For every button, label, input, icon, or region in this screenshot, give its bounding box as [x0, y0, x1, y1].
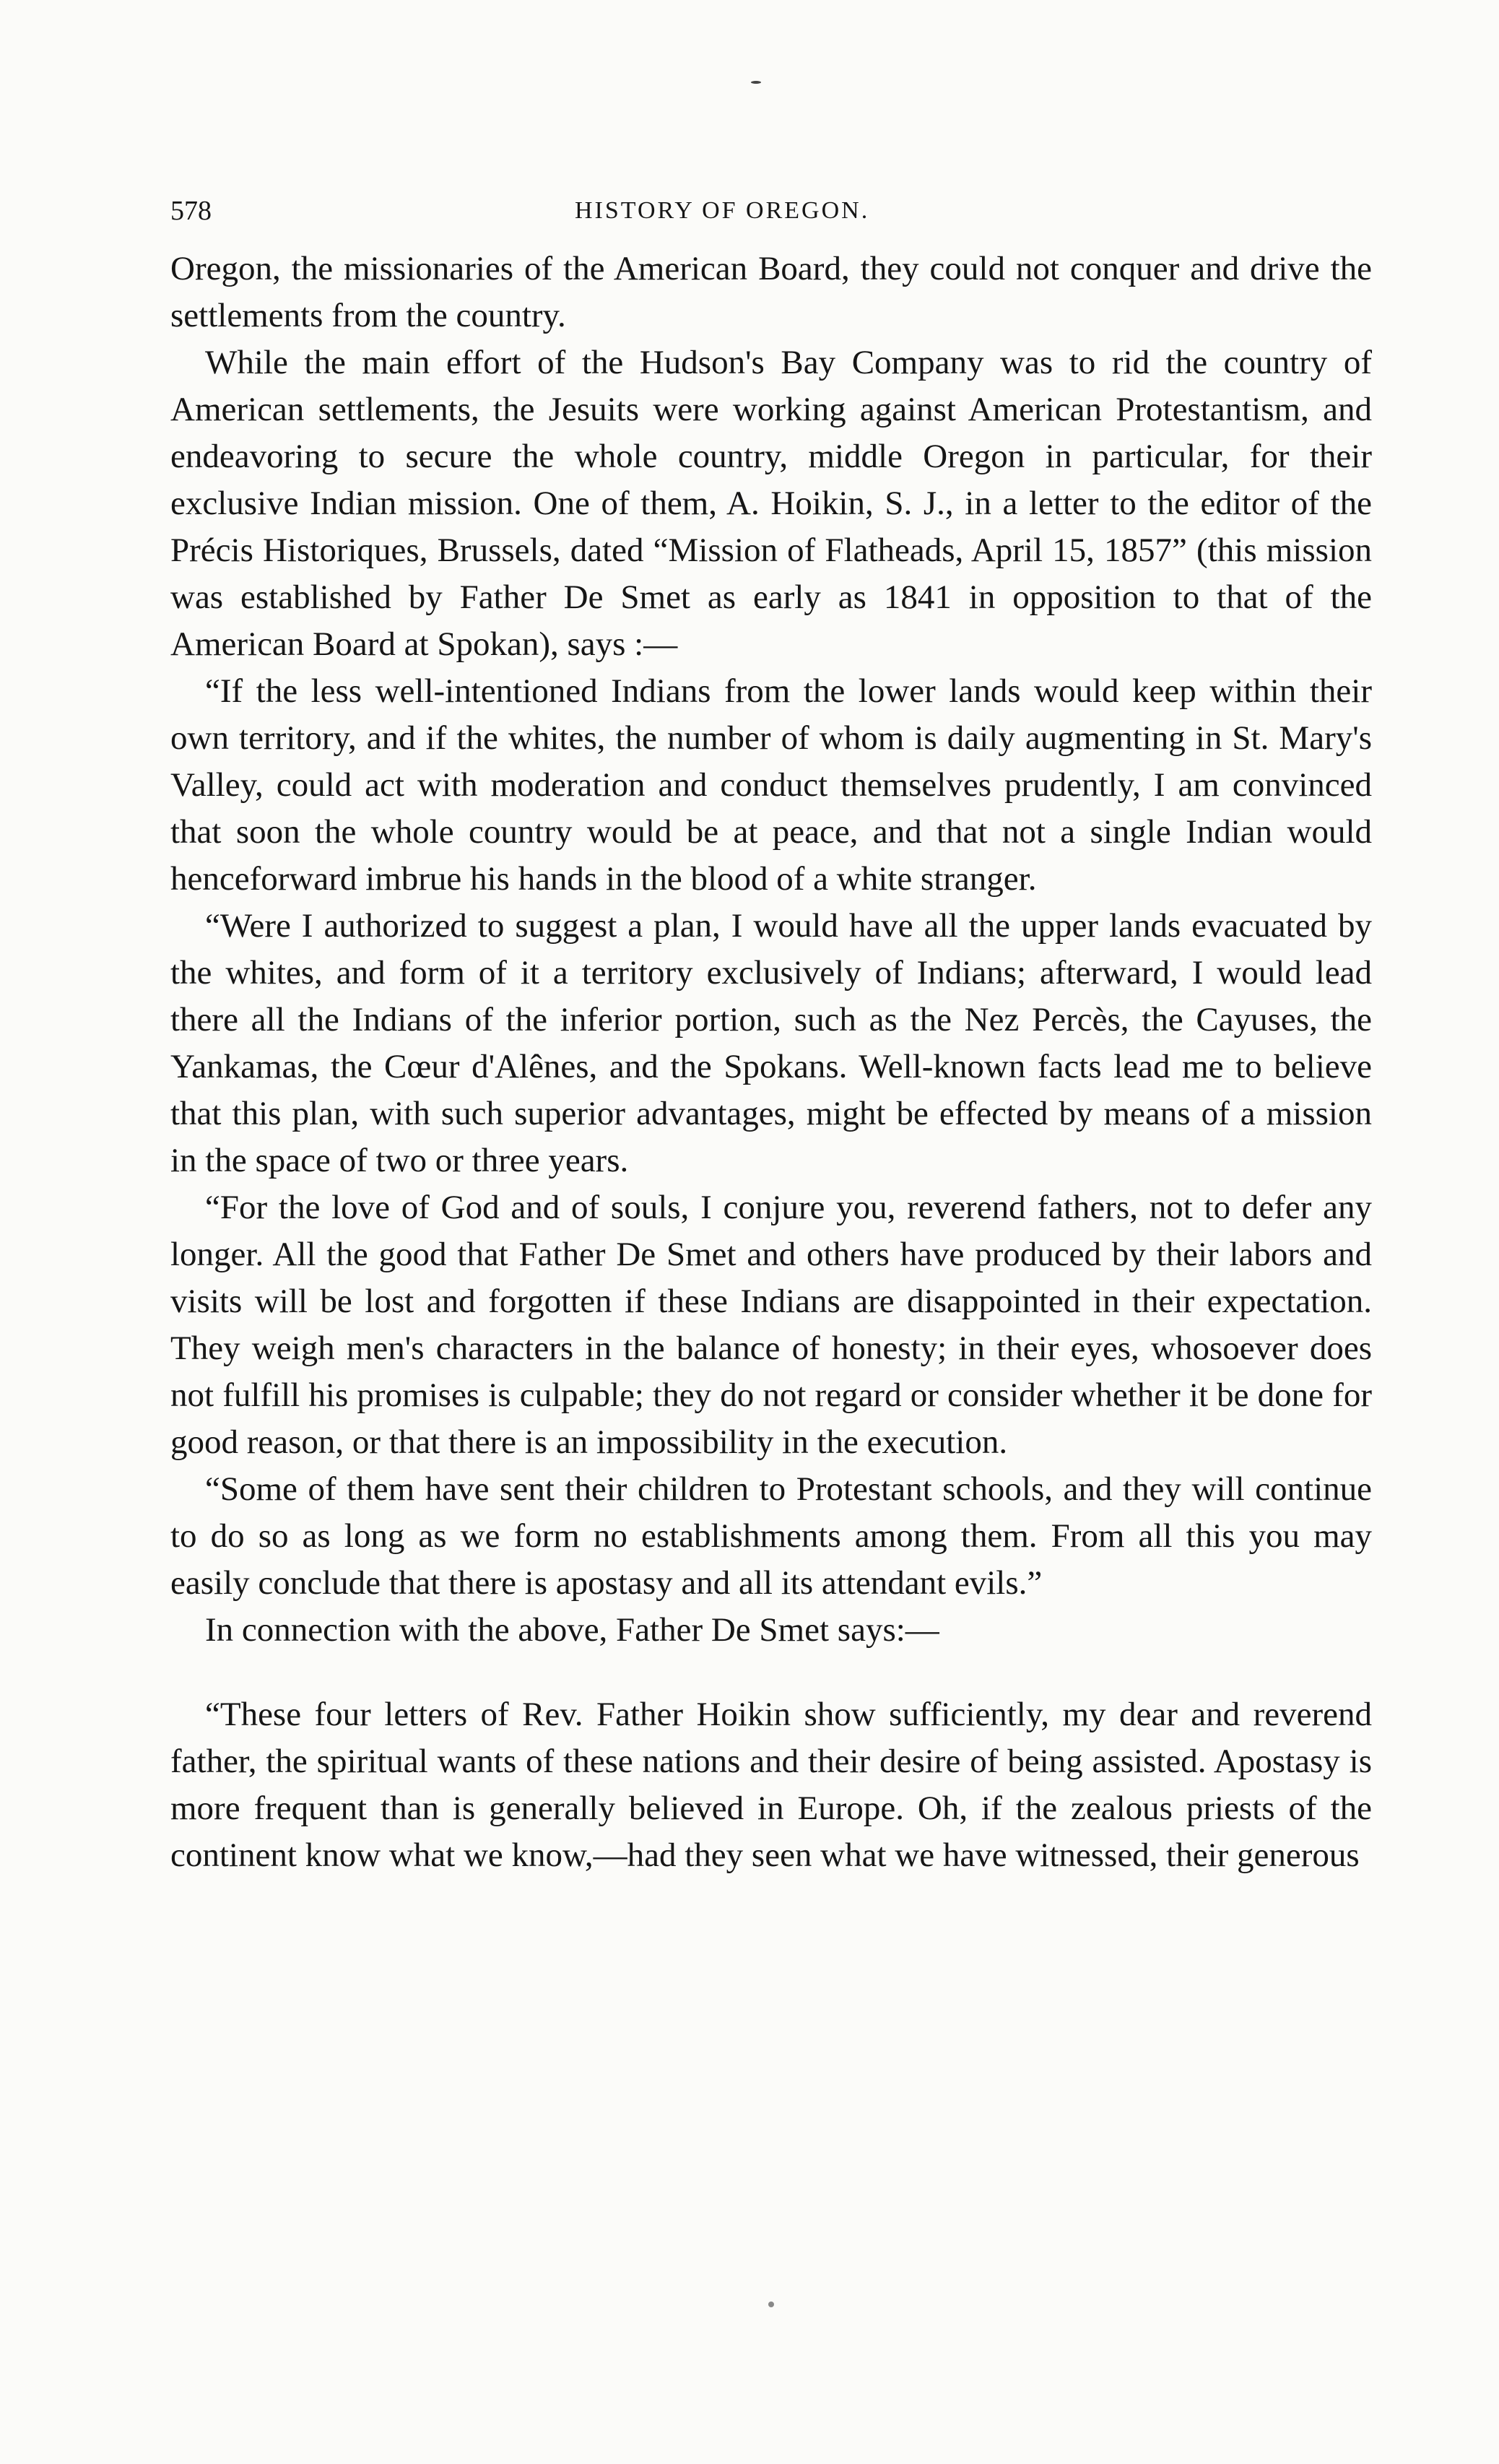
page-header [170, 189, 1372, 233]
scan-speck-top [751, 81, 761, 84]
paragraph-4-quote: “Were I authorized to suggest a plan, I would have all the upper lands evacuated by the whites, and form of it a territory exclusively of Indians; afterward, I would lead there all the Indians of the inferior portion, such as the Nez Percès, the Cayuses, the Yankamas, the Cœur d'Alênes, and the Spokans. Well-known facts lead me to believe that this plan, with such superior advantages, might be effected by means of a mission in the space of two or three years. [170, 907, 1372, 1179]
paragraph-6-quote: “Some of them have sent their children to Protestant schools, and they will continue to do so as long as we form no establishments among them. From all this you may easily conclude that there is apostasy and all its attendant evils.” [170, 1470, 1372, 1602]
paragraph-3-quote: “If the less well-intentioned Indians from the lower lands would keep within their own territory, and if the whites, the number of whom is daily augmenting in St. Mary's Valley, could act with moderation and conduct themselves prudently, I am convinced that soon the whole country would be at peace, and that not a single Indian would henceforward imbrue his hands in the blood of a white stranger. [170, 672, 1372, 898]
scan-speck-bottom [768, 2302, 774, 2307]
paragraph-7: In connection with the above, Father De Smet says:— [205, 1611, 939, 1649]
paragraph-gap [170, 1654, 1372, 1691]
page-number: 578 [170, 196, 212, 226]
paragraph-1: Oregon, the missionaries of the American Board, they could not conquer and drive the settlements from the country. [170, 250, 1372, 334]
paragraph-8-quote: “These four letters of Rev. Father Hoikin show sufficiently, my dear and reverend father, the spiritual wants of these nations and their desire of being assisted. Apostasy is more frequent than is generally believed in Europe. Oh, if the zealous priests of the continent know what we know,—had they seen what we have witnessed, their generous [170, 1696, 1372, 1874]
paragraph-5-quote: “For the love of God and of souls, I conjure you, reverend fathers, not to defer any longer. All the good that Father De Smet and others have produced by their labors and visits will be lost and forgotten if these Indians are disappointed in their expectation. They weigh men's characters in the balance of honesty; in their eyes, whosoever does not fulfill his promises is culpable; they do not regard or consider whether it be done for good reason, or that there is an impossibility in the execution. [170, 1189, 1372, 1461]
running-head: HISTORY OF OREGON. [575, 197, 870, 224]
paragraph-2: While the main effort of the Hudson's Bay Company was to rid the country of American settlements, the Jesuits were working against American Protestantism, and endeavoring to secure the whole country, middle Oregon in particular, for their exclusive Indian mission. One of them, A. Hoikin, S. J., in a letter to the editor of the Précis Historiques, Brussels, dated “Mission of Flatheads, April 15, 1857” (this mission was established by Father De Smet as early as 1841 in opposition to that of the American Board at Spokan), says :— [170, 344, 1372, 663]
body-text [170, 246, 1372, 1879]
